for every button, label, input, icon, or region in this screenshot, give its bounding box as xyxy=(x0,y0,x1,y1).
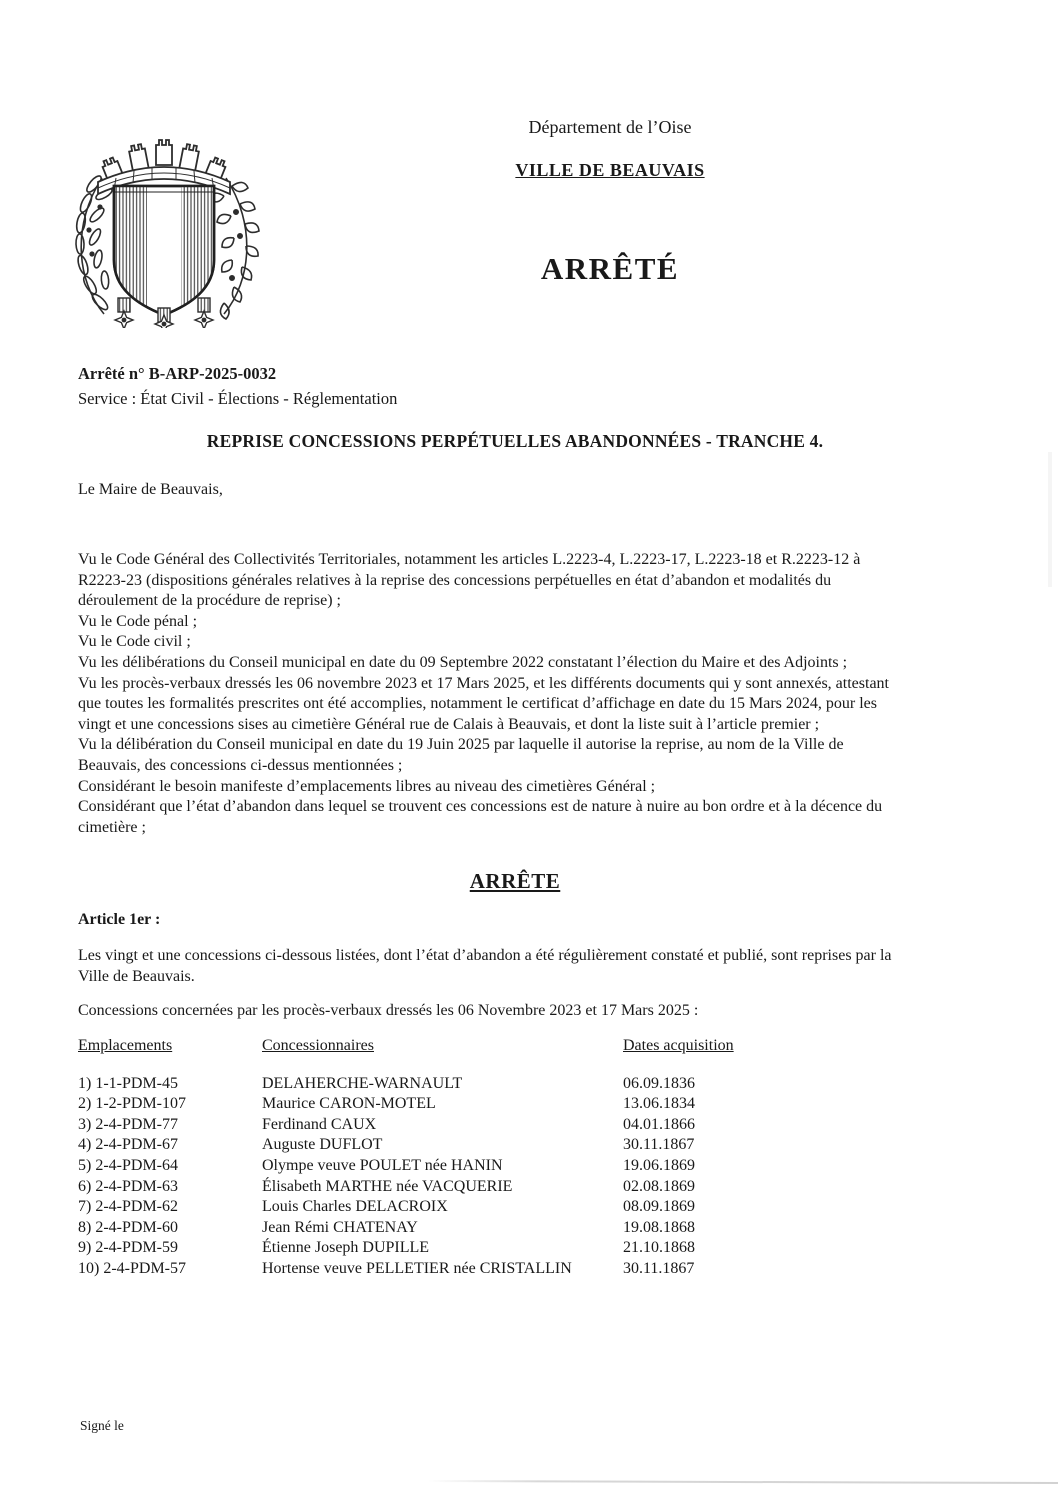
table-row xyxy=(78,1074,803,1095)
preamble-line: que toutes les formalités prescrites ont été accomplies, notamment le certificat d’affichage en date du 15 Mars 2024, pour les xyxy=(78,695,877,713)
preamble-line: Vu les procès-verbaux dressés les 06 novembre 2023 et 17 Mars 2025, et les différents documents qui y sont annexés, attestant xyxy=(78,674,889,692)
arrete-number: Arrêté n° B-ARP-2025-0032 xyxy=(78,364,277,383)
cell-emplacement: 5) 2-4-PDM-64 xyxy=(78,1156,178,1174)
table-row xyxy=(78,1115,803,1136)
preamble-line: Vu le Code pénal ; xyxy=(78,612,198,630)
cell-concessionnaire: DELAHERCHE-WARNAULT xyxy=(262,1074,463,1092)
salutation: Le Maire de Beauvais, xyxy=(78,481,223,498)
document-type-title: ARRÊTÉ xyxy=(540,251,680,286)
table-row xyxy=(78,1094,803,1115)
cell-date-acquisition: 13.06.1834 xyxy=(623,1095,695,1113)
cell-date-acquisition: 06.09.1836 xyxy=(623,1074,695,1092)
cell-date-acquisition: 02.08.1869 xyxy=(623,1177,695,1195)
cell-concessionnaire: Étienne Joseph DUPILLE xyxy=(262,1239,430,1257)
preamble-line: Vu le Code Général des Collectivités Territoriales, notamment les articles L.2223-4, L.2223-17, L.2223-18 et R.2223-12 à xyxy=(78,551,861,568)
service-line: Service : État Civil - Élections - Réglementation xyxy=(78,389,398,408)
decision-heading: ARRÊTE xyxy=(469,869,561,893)
table-row xyxy=(78,1177,803,1198)
scan-edge-artifact xyxy=(428,1480,1058,1484)
cell-date-acquisition: 04.01.1866 xyxy=(623,1115,695,1133)
concessions-table xyxy=(78,1036,803,1280)
cell-emplacement: 9) 2-4-PDM-59 xyxy=(78,1239,178,1257)
preamble-line: Considérant que l’état d’abandon dans lequel se trouvent ces concessions est de nature à nuire au bon ordre et à la décence du xyxy=(78,798,883,816)
article1-text-block xyxy=(78,946,892,987)
signed-label: Signé le xyxy=(80,1418,124,1433)
column-header-dates-acquisition: Dates acquisition xyxy=(623,1037,734,1054)
column-header-concessionnaires: Concessionnaires xyxy=(262,1037,374,1054)
cell-date-acquisition: 08.09.1869 xyxy=(623,1198,695,1216)
preamble-line: Beauvais, des concessions ci-dessus mentionnées ; xyxy=(78,756,403,774)
subject-title: REPRISE CONCESSIONS PERPÉTUELLES ABANDONNÉES - TRANCHE 4. xyxy=(206,431,824,451)
cell-concessionnaire: Auguste DUFLOT xyxy=(262,1136,383,1154)
preamble-line: Vu le Code civil ; xyxy=(78,633,191,651)
cell-date-acquisition: 30.11.1867 xyxy=(623,1136,695,1154)
cell-concessionnaire: Maurice CARON-MOTEL xyxy=(262,1095,436,1113)
preamble-block xyxy=(78,550,889,838)
cell-emplacement: 2) 1-2-PDM-107 xyxy=(78,1095,186,1113)
cell-concessionnaire: Jean Rémi CHATENAY xyxy=(262,1218,418,1236)
cell-concessionnaire: Louis Charles DELACROIX xyxy=(262,1198,448,1216)
scan-right-edge-artifact xyxy=(1048,452,1052,587)
department-line: Département de l’Oise xyxy=(528,117,692,137)
preamble-line: Vu la délibération du Conseil municipal en date du 19 Juin 2025 par laquelle il autorise la reprise, au nom de la Ville de xyxy=(78,736,844,754)
cell-emplacement: 6) 2-4-PDM-63 xyxy=(78,1177,178,1195)
table-row xyxy=(78,1156,803,1177)
cell-date-acquisition: 21.10.1868 xyxy=(623,1239,695,1257)
preamble-line: déroulement de la procédure de reprise) ; xyxy=(78,592,341,610)
table-header-row xyxy=(78,1036,803,1057)
cell-concessionnaire: Olympe veuve POULET née HANIN xyxy=(262,1156,503,1174)
preamble-line: vingt et une concessions sises au cimetière Général rue de Calais à Beauvais, et dont la liste suit à l’article premier ; xyxy=(78,715,820,733)
table-row xyxy=(78,1218,803,1239)
preamble-line: cimetière ; xyxy=(78,818,146,836)
laurel-branch-icon xyxy=(75,174,113,314)
cell-emplacement: 4) 2-4-PDM-67 xyxy=(78,1136,178,1154)
concessions-intro: Concessions concernées par les procès-verbaux dressés les 06 Novembre 2023 et 17 Mars 2025 : xyxy=(78,1002,699,1019)
table-row xyxy=(78,1259,803,1280)
cell-emplacement: 10) 2-4-PDM-57 xyxy=(78,1259,186,1277)
article1-line: Ville de Beauvais. xyxy=(78,967,195,985)
cell-date-acquisition: 30.11.1867 xyxy=(623,1259,695,1277)
cell-date-acquisition: 19.08.1868 xyxy=(623,1218,695,1236)
table-row xyxy=(78,1135,803,1156)
column-header-emplacements: Emplacements xyxy=(78,1037,173,1054)
oak-branch-icon xyxy=(209,178,259,319)
cell-concessionnaire: Ferdinand CAUX xyxy=(262,1115,377,1133)
beauvais-coat-of-arms-icon xyxy=(64,108,264,328)
city-title: VILLE DE BEAUVAIS xyxy=(515,160,705,180)
preamble-line: R2223-23 (dispositions générales relatives à la reprise des concessions perpétuelles en état d’abandon et modalités du xyxy=(78,571,832,589)
table-row xyxy=(78,1197,803,1218)
article1-label: Article 1er : xyxy=(78,911,161,928)
cell-concessionnaire: Élisabeth MARTHE née VACQUERIE xyxy=(262,1177,513,1195)
cell-emplacement: 8) 2-4-PDM-60 xyxy=(78,1218,178,1236)
preamble-line: Considérant le besoin manifeste d’emplacements libres au niveau des cimetières Général ; xyxy=(78,777,656,795)
cell-emplacement: 7) 2-4-PDM-62 xyxy=(78,1198,178,1216)
article1-line: Les vingt et une concessions ci-dessous listées, dont l’état d’abandon a été régulièrement constaté et publié, sont reprises par la xyxy=(78,947,892,964)
cell-emplacement: 1) 1-1-PDM-45 xyxy=(78,1074,178,1092)
table-row xyxy=(78,1238,803,1259)
cell-concessionnaire: Hortense veuve PELLETIER née CRISTALLIN xyxy=(262,1259,572,1277)
table-body xyxy=(78,1074,803,1280)
preamble-line: Vu les délibérations du Conseil municipal en date du 09 Septembre 2022 constatant l’élection du Maire et des Adjoints ; xyxy=(78,653,848,671)
cell-emplacement: 3) 2-4-PDM-77 xyxy=(78,1115,178,1133)
cell-date-acquisition: 19.06.1869 xyxy=(623,1156,695,1174)
